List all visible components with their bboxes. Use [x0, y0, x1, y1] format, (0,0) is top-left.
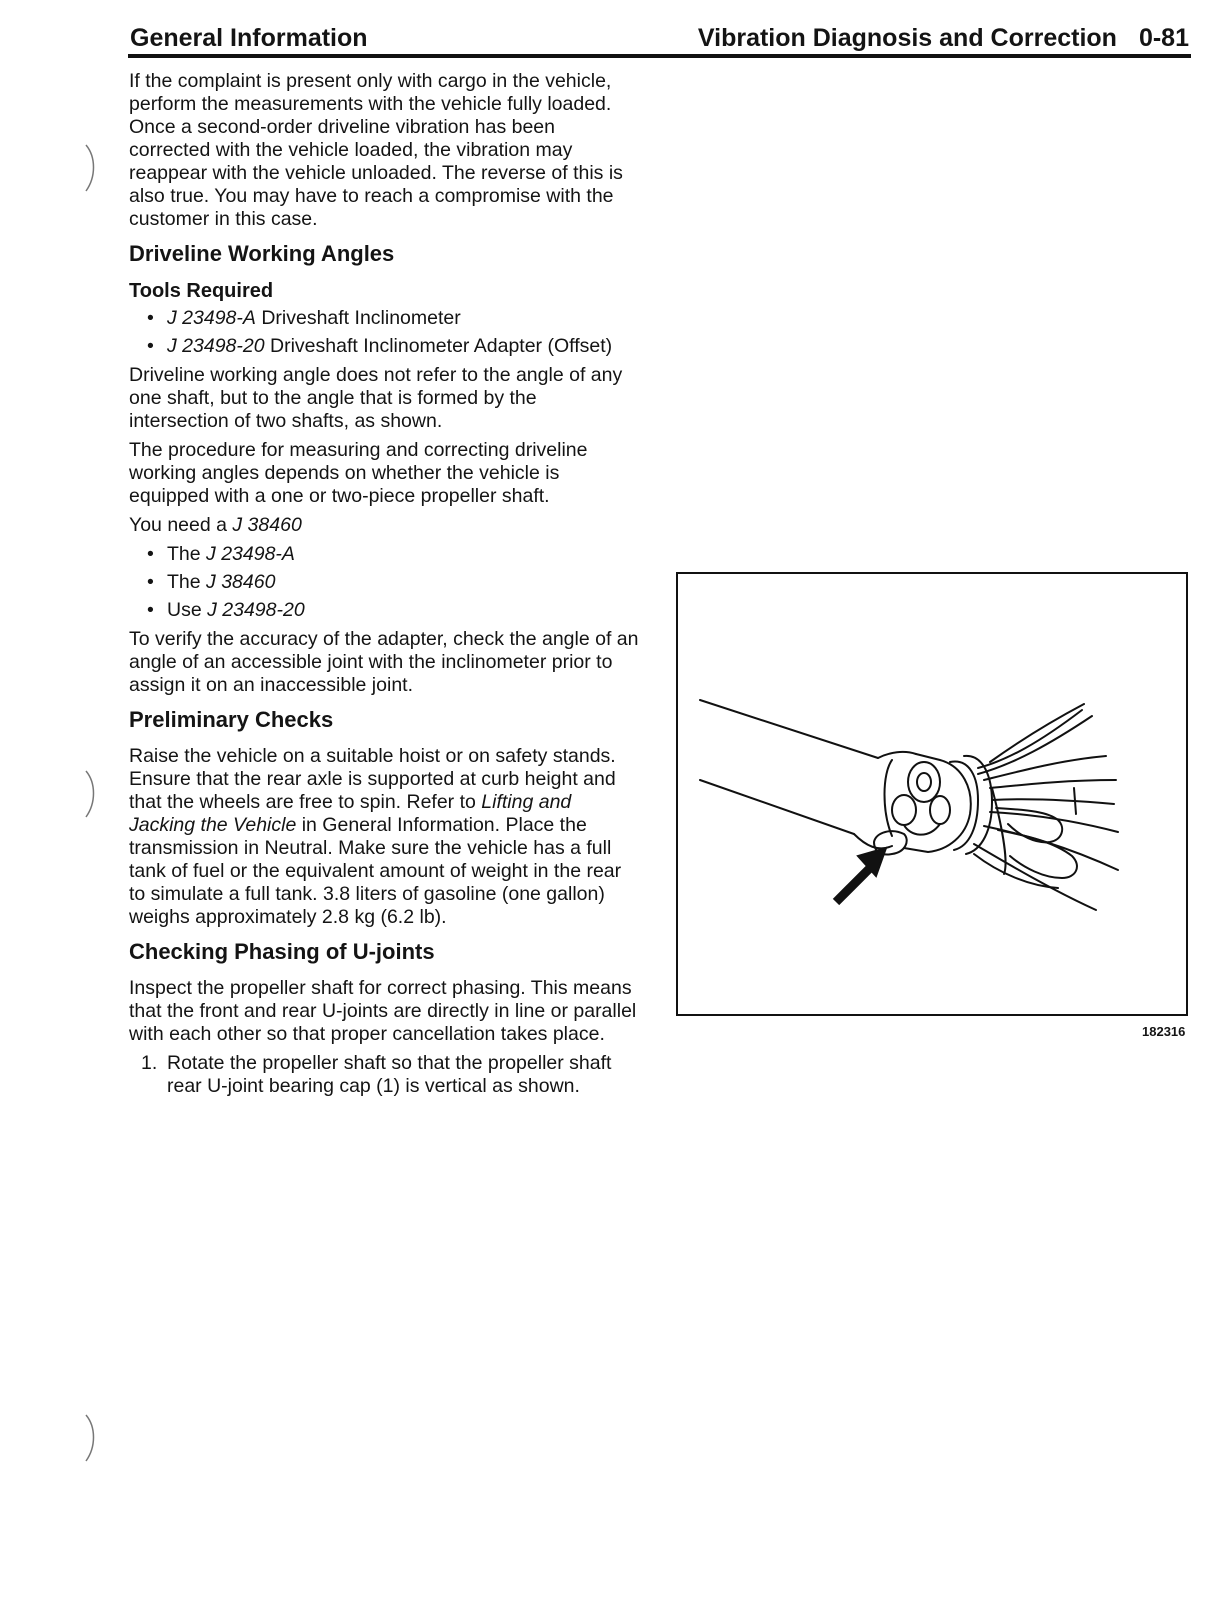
tool-bullets	[129, 543, 641, 622]
section-title: General Information	[130, 24, 368, 52]
list-item: • J 23498-20 Driveshaft Inclinometer Adapter (Offset)	[147, 335, 613, 357]
page-header	[128, 22, 1191, 58]
page-number: 0-81	[1138, 24, 1189, 52]
tool-code: J 23498-A	[167, 307, 256, 329]
phasing-heading: Checking Phasing of U-joints	[129, 939, 435, 964]
list-item: 1. Rotate the propeller shaft so that the propeller shaft rear U-joint bearing cap (1) is vertical as shown.	[141, 1052, 612, 1097]
adapter-accuracy-paragraph: To verify the accuracy of the adapter, check the angle of an angle of an accessible joint with the inclinometer prior to assign it on an inaccessible joint.	[129, 628, 639, 696]
procedure-paragraph: The procedure for measuring and correcting driveline working angles depends on whether the vehicle is equipped with a one or two-piece propeller shaft.	[129, 439, 588, 507]
chapter-title-group	[698, 24, 1189, 53]
preliminary-checks-heading: Preliminary Checks	[129, 707, 334, 732]
tool-desc: Driveshaft Inclinometer Adapter (Offset)	[264, 335, 613, 357]
tools-required-heading: Tools Required	[129, 280, 274, 302]
cross-reference: Lifting and Jacking the Vehicle	[129, 791, 572, 836]
preliminary-paragraph: Raise the vehicle on a suitable hoist or on safety stands. Ensure that the rear axle is supported at curb height and that the wheels are free to spin. Refer to Lifting and Jacking the Vehicle in General Information. Place the transmission in Neutral. Make sure the vehicle has a full tank of fuel or the equivalent amount of weight in the rear to simulate a full tank. 3.8 liters of gasoline (one gallon) weighs approximately 2.8 kg (6.2 lb).	[129, 745, 622, 928]
binder-hole-mark	[80, 769, 100, 819]
chapter-title: Vibration Diagnosis and Correction	[697, 24, 1117, 52]
ujoint-illustration	[676, 572, 1188, 1016]
binder-hole-mark	[80, 143, 100, 193]
tool-code: J 23498-20	[167, 335, 265, 357]
working-angle-definition: Driveline working angle does not refer to the angle of any one shaft, but to the angle that is formed by the intersection of two shafts, as shown.	[129, 364, 623, 432]
list-item: • J 23498-A Driveshaft Inclinometer	[147, 307, 461, 329]
tools-list	[129, 307, 641, 358]
list-item: • The J 23498-A	[147, 543, 295, 565]
binder-hole-mark	[80, 1413, 100, 1463]
phasing-paragraph: Inspect the propeller shaft for correct phasing. This means that the front and rear U-joints are directly in line or parallel with each other so that proper cancellation takes place.	[129, 977, 637, 1045]
list-item: • Use J 23498-20	[147, 599, 305, 621]
you-need-line: You need a J 38460	[129, 514, 302, 536]
list-item: • The J 38460	[147, 571, 276, 593]
figure-id: 182316	[1142, 1024, 1186, 1039]
tool-desc: Driveshaft Inclinometer	[255, 307, 461, 329]
working-angles-heading: Driveline Working Angles	[129, 241, 395, 266]
text-column	[129, 70, 641, 1098]
intro-paragraph: If the complaint is present only with cargo in the vehicle, perform the measurements with the vehicle fully loaded. Once a second-order driveline vibration has been corrected with the vehicle loaded, the vibration may reappear with the vehicle unloaded. The reverse of this is also true. You may have to reach a compromise with the customer in this case.	[129, 70, 623, 230]
ujoint-drawing	[678, 574, 1186, 1014]
phasing-steps	[129, 1052, 641, 1098]
